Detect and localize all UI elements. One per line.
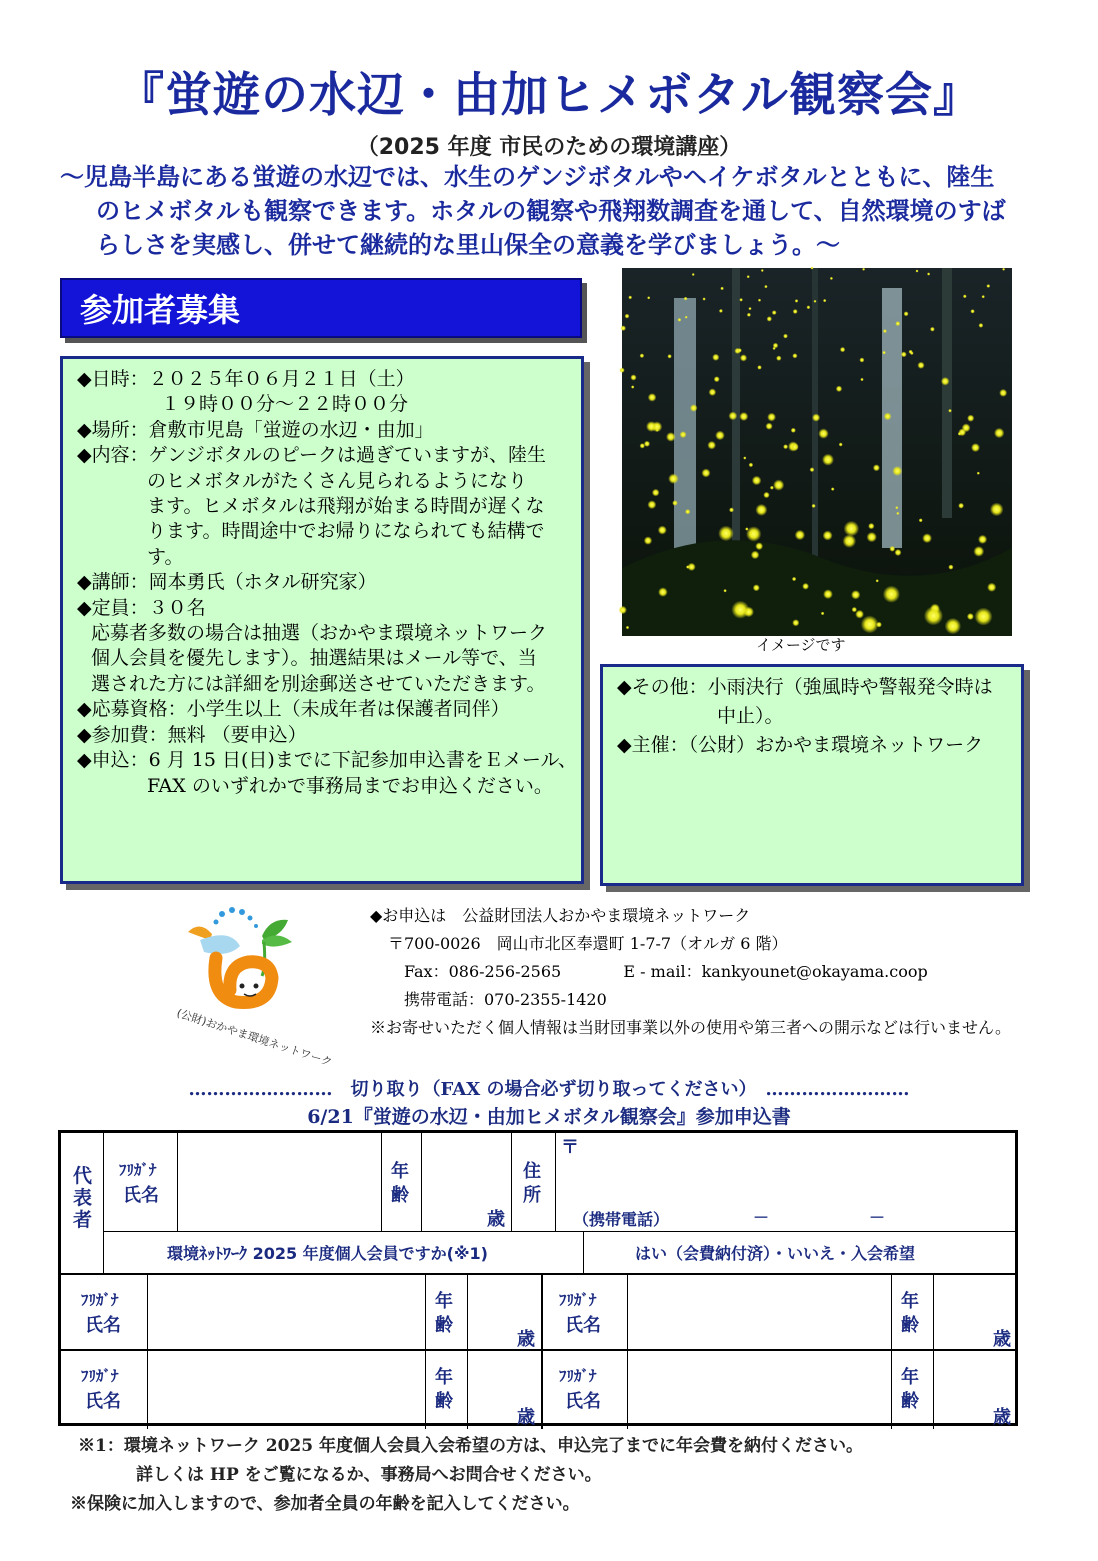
firefly-dot — [739, 298, 743, 302]
furigana-label: ﾌﾘｶﾞﾅ — [119, 1161, 157, 1179]
firefly-dot — [987, 583, 996, 592]
firefly-dot — [646, 421, 657, 432]
firefly-dot — [718, 526, 734, 542]
firefly-dot — [811, 267, 814, 270]
page-subtitle: （2025 年度 市民のための環境講座） — [356, 135, 742, 160]
firefly-dot — [748, 307, 751, 310]
footnotes — [70, 1432, 863, 1519]
firefly-dot — [982, 295, 985, 298]
privacy-note: ※お寄せいただく個人情報は当財団事業以外の使用や第三者への開示などは行いません。 — [370, 1018, 1011, 1037]
firefly-dot — [821, 612, 825, 616]
age-unit: 歳 — [487, 1209, 505, 1230]
age-label-b: 齢 — [391, 1185, 409, 1206]
firefly-dot — [731, 601, 749, 619]
firefly-dot — [810, 467, 815, 472]
participant-name-field[interactable] — [149, 1351, 423, 1427]
firefly-dot — [916, 270, 919, 273]
firefly-dot — [709, 388, 717, 396]
firefly-dot — [751, 551, 760, 560]
firefly-dot — [688, 563, 696, 571]
firefly-dot — [739, 412, 748, 421]
detail-lottery: 個人会員を優先します）。抽選結果はメール等で、当 — [91, 647, 537, 670]
firefly-dot — [703, 297, 706, 300]
firefly-dot — [776, 356, 781, 361]
firefly-dot — [844, 521, 860, 537]
firefly-dot — [917, 362, 924, 369]
firefly-dot — [948, 409, 952, 413]
firefly-dot — [836, 386, 842, 392]
intro-line: らしさを実感し、併せて継続的な里山保全の意義を学びましょう。～ — [96, 231, 840, 259]
intro-line: のヒメボタルも観察できます。ホタルの観察や飛翔数調査を通して、自然環境のすば — [96, 197, 1006, 225]
firefly-dot — [924, 606, 943, 625]
other-misc: ◆その他：小雨決行（強風時や警報発令時は — [617, 676, 993, 698]
firefly-dot — [882, 351, 886, 355]
firefly-dot — [963, 294, 967, 298]
firefly-dot — [831, 487, 835, 491]
firefly-dot — [685, 509, 690, 514]
firefly-dot — [883, 586, 900, 603]
firefly-dot — [626, 626, 629, 629]
firefly-dot — [628, 296, 632, 300]
firefly-dot — [884, 413, 892, 421]
firefly-dot — [668, 474, 678, 484]
contact-info — [370, 902, 1011, 1042]
firefly-dot — [859, 358, 864, 363]
firefly-dot — [648, 500, 657, 509]
firefly-dot — [823, 299, 826, 302]
age-label-a: 年 — [901, 1367, 919, 1388]
detail-fee: ◆参加費：無料 （要申込） — [77, 723, 307, 746]
rep-name-field[interactable] — [179, 1133, 379, 1229]
firefly-dot — [723, 589, 726, 592]
firefly-dot — [895, 549, 902, 556]
other-misc: 中止）。 — [717, 705, 784, 727]
firefly-dot — [740, 354, 747, 361]
firefly-dot — [852, 607, 857, 612]
organization-logo — [170, 906, 334, 1070]
detail-content: ◆内容：ゲンジボタルのピークは過ぎていますが、陸生 — [77, 444, 546, 467]
firefly-dot — [851, 590, 860, 599]
firefly-dot — [895, 506, 898, 509]
age-unit: 歳 — [517, 1329, 535, 1350]
firefly-dot — [644, 536, 652, 544]
firefly-dot — [901, 352, 907, 358]
firefly-dot — [666, 432, 676, 442]
firefly-dot — [792, 353, 797, 358]
firefly-dot — [818, 428, 828, 438]
firefly-dot — [830, 277, 833, 280]
firefly-dot — [922, 533, 932, 543]
intro-text — [60, 160, 1050, 262]
age-label-b: 齢 — [901, 1315, 919, 1336]
detail-content: す。 — [147, 545, 184, 568]
firefly-illustration — [622, 268, 1012, 636]
firefly-dot — [945, 618, 961, 634]
firefly-dot — [876, 622, 882, 628]
firefly-dot — [619, 368, 624, 373]
firefly-dot — [889, 546, 895, 552]
age-label-b: 齢 — [435, 1391, 453, 1412]
firefly-dot — [672, 500, 678, 506]
firefly-dot — [975, 608, 993, 626]
firefly-dot — [909, 350, 913, 354]
firefly-dot — [758, 299, 761, 302]
contact-address: 〒700-0026 岡山市北区奉還町 1-7-7（オルガ 6 階） — [388, 934, 788, 953]
firefly-dot — [977, 472, 980, 475]
postal-mark: 〒 — [561, 1137, 579, 1158]
firefly-dot — [755, 504, 767, 516]
firefly-dot — [764, 285, 767, 288]
footnote-line: ※1：環境ネットワーク 2025 年度個人会員入会希望の方は、申込完了までに年会費を納付ください。 — [78, 1436, 863, 1456]
furigana-label: ﾌﾘｶﾞﾅ — [81, 1291, 119, 1309]
firefly-dot — [971, 443, 980, 452]
firefly-dot — [752, 476, 762, 486]
firefly-dot — [862, 268, 865, 271]
mobile-dash: － — [869, 1208, 886, 1227]
furigana-label: ﾌﾘｶﾞﾅ — [559, 1367, 597, 1385]
page-title: 『蛍遊の水辺・由加ヒメボタル観察会』 — [117, 68, 981, 123]
firefly-dot — [895, 321, 900, 326]
firefly-dot — [640, 353, 645, 358]
event-details-box — [60, 356, 584, 884]
contact-mobile: 携帯電話：070-2355-1420 — [404, 990, 607, 1009]
firefly-dot — [783, 334, 788, 339]
firefly-dot — [749, 463, 754, 468]
firefly-dot — [680, 431, 687, 438]
firefly-dot — [930, 327, 935, 332]
firefly-dot — [767, 413, 776, 422]
detail-time: １９時００分～２２時００分 — [161, 393, 409, 416]
firefly-dot — [767, 316, 772, 321]
firefly-dot — [896, 512, 899, 515]
contact-email[interactable]: E - mail：kankyounet@okayama.coop — [623, 962, 928, 981]
contact-fax-email — [370, 958, 1011, 986]
firefly-dot — [927, 272, 930, 275]
firefly-dot — [883, 329, 887, 333]
detail-lecturer: ◆講師：岡本勇氏（ホタル研究家） — [77, 571, 377, 594]
firefly-dot — [861, 616, 879, 634]
firefly-dot — [772, 310, 777, 315]
firefly-dot — [684, 297, 688, 301]
firefly-dot — [823, 589, 833, 599]
firefly-dot — [892, 466, 902, 476]
firefly-dot — [791, 443, 799, 451]
footnote-line: ※保険に加入しますので、参加者全員の年齢を記入してください。 — [70, 1494, 580, 1514]
firefly-dot — [873, 464, 880, 471]
firefly-photo — [622, 268, 1012, 636]
firefly-dot — [619, 606, 627, 614]
firefly-dot — [648, 393, 657, 402]
form-title: 6/21『蛍遊の水辺・由加ヒメボタル観察会』参加申込書 — [307, 1106, 791, 1128]
firefly-dot — [792, 619, 799, 626]
firefly-dot — [720, 287, 724, 291]
firefly-dot — [745, 527, 748, 530]
firefly-dot — [978, 535, 987, 544]
firefly-dot — [1002, 268, 1005, 271]
firefly-dot — [755, 542, 763, 550]
firefly-dot — [876, 579, 879, 582]
age-label-a: 年 — [391, 1161, 409, 1182]
firefly-dot — [795, 530, 805, 540]
detail-lottery: 応募者多数の場合は抽選（おかやま環境ネットワーク — [91, 622, 548, 645]
mobile-label: （携帯電話） — [573, 1210, 670, 1229]
firefly-dot — [729, 412, 738, 421]
detail-content: のヒメボタルがたくさん見られるようになり — [147, 469, 528, 492]
firefly-dot — [967, 415, 974, 422]
firefly-dot — [685, 316, 688, 319]
firefly-dot — [792, 577, 796, 581]
name-label: 氏名 — [85, 1391, 121, 1412]
mobile-dash: － — [753, 1208, 770, 1227]
firefly-dot — [791, 428, 796, 433]
firefly-dot — [715, 431, 725, 441]
firefly-dot — [712, 354, 719, 361]
firefly-dot — [860, 378, 863, 381]
firefly-dot — [743, 456, 746, 459]
firefly-dot — [802, 583, 809, 590]
firefly-dot — [719, 309, 723, 313]
firefly-dot — [970, 309, 974, 313]
firefly-dot — [747, 275, 750, 278]
firefly-dot — [962, 423, 971, 432]
firefly-dot — [714, 376, 720, 382]
intro-line: ～児島半島にある蛍遊の水辺では、水生のゲンジボタルやヘイケボタルとともに、陸生 — [60, 163, 995, 191]
firefly-dot — [840, 347, 845, 352]
firefly-dot — [766, 423, 773, 430]
footnote-line: 詳しくは HP をご覧になるか、事務局へお問合せください。 — [136, 1465, 602, 1485]
firefly-dot — [812, 504, 816, 508]
firefly-dot — [658, 587, 668, 597]
address-label-b: 所 — [523, 1185, 541, 1206]
furigana-label: ﾌﾘｶﾞﾅ — [559, 1291, 597, 1309]
age-label-a: 年 — [435, 1291, 453, 1312]
firefly-dot — [630, 374, 636, 380]
age-label-b: 齢 — [901, 1391, 919, 1412]
furigana-label: ﾌﾘｶﾞﾅ — [81, 1367, 119, 1385]
firefly-dot — [652, 489, 660, 497]
firefly-dot — [948, 565, 953, 570]
firefly-dot — [822, 454, 834, 466]
age-unit: 歳 — [993, 1329, 1011, 1350]
recruitment-banner: 参加者募集 — [60, 278, 582, 338]
application-form — [58, 1130, 1018, 1426]
representative-label: 代表者 — [73, 1165, 93, 1231]
firefly-dot — [967, 613, 974, 620]
detail-lottery: 選された方には詳細を別途郵送させていただきます。 — [91, 672, 546, 695]
firefly-dot — [986, 284, 990, 288]
firefly-dot — [990, 503, 1004, 517]
firefly-dot — [707, 441, 716, 450]
age-label-a: 年 — [435, 1367, 453, 1388]
detail-content: ります。時間途中でお帰りになられても結構で — [147, 520, 545, 543]
firefly-dot — [868, 523, 874, 529]
name-label: 氏名 — [85, 1315, 121, 1336]
firefly-dot — [867, 532, 877, 542]
firefly-dot — [979, 323, 984, 328]
firefly-dot — [812, 414, 820, 422]
firefly-dot — [807, 305, 811, 309]
participant-name-field[interactable] — [629, 1275, 889, 1347]
firefly-dot — [814, 300, 817, 303]
detail-eligibility: ◆応募資格：小学生以上（未成年者は保護者同伴） — [77, 698, 510, 721]
firefly-dot — [941, 377, 950, 386]
contact-organization: ◆お申込は 公益財団法人おかやま環境ネットワーク — [370, 906, 751, 925]
firefly-dot — [839, 443, 843, 447]
firefly-dot — [761, 269, 764, 272]
participant-name-field[interactable] — [149, 1275, 423, 1347]
firefly-dot — [823, 531, 833, 541]
firefly-dot — [658, 526, 667, 535]
age-unit: 歳 — [993, 1407, 1011, 1428]
firefly-dot — [795, 299, 799, 303]
firefly-dot — [753, 584, 760, 591]
firefly-dot — [783, 444, 788, 449]
contact-fax: Fax：086-256-2565 — [404, 962, 562, 981]
firefly-dot — [763, 492, 769, 498]
firefly-dot — [702, 469, 711, 478]
firefly-dot — [919, 518, 923, 522]
detail-capacity: ◆定員：３０名 — [77, 596, 206, 619]
age-label-b: 齢 — [435, 1315, 453, 1336]
firefly-dot — [793, 309, 798, 314]
other-host: ◆主催：（公財）おかやま環境ネットワーク — [617, 734, 984, 756]
firefly-dot — [999, 389, 1007, 397]
participant-name-field[interactable] — [629, 1351, 889, 1427]
name-label: 氏名 — [565, 1315, 601, 1336]
address-label-a: 住 — [523, 1161, 541, 1182]
firefly-dot — [692, 273, 695, 276]
photo-caption: イメージです — [756, 636, 846, 654]
age-label-a: 年 — [901, 1291, 919, 1312]
firefly-dot — [958, 432, 962, 436]
detail-apply: ◆申込：6 月 15 日(日)までに下記参加申込書をＥメール、 — [77, 749, 577, 772]
firefly-dot — [994, 428, 1004, 438]
firefly-dot — [690, 404, 698, 412]
firefly-dot — [747, 313, 751, 317]
age-unit: 歳 — [517, 1407, 535, 1428]
firefly-dot — [667, 354, 671, 358]
firefly-dot — [620, 325, 626, 331]
firefly-dot — [737, 348, 742, 353]
firefly-dot — [843, 534, 857, 548]
firefly-dot — [770, 486, 774, 490]
name-label: 氏名 — [123, 1185, 159, 1206]
detail-apply: FAX のいずれかで事務局までお申込ください。 — [147, 774, 553, 797]
firefly-dot — [773, 347, 776, 350]
logo-text: (公財)おかやま環境ネットワーク — [175, 1006, 334, 1070]
firefly-dot — [773, 480, 784, 491]
firefly-dot — [631, 385, 634, 388]
name-label: 氏名 — [565, 1391, 601, 1412]
member-options[interactable]: はい（会費納付済）・いいえ・入会希望 — [635, 1244, 916, 1263]
firefly-dot — [973, 546, 984, 557]
member-question: 環境ﾈｯﾄﾜｰｸ 2025 年度個人会員ですか(※1) — [167, 1244, 488, 1263]
firefly-dot — [625, 314, 630, 319]
cut-line: …………………… 切り取り（FAX の場合必ず切り取ってください） …………………… — [188, 1079, 910, 1100]
firefly-dot — [647, 296, 650, 299]
firefly-dot — [958, 503, 964, 509]
detail-date: ◆日時：２０２５年０６月２１日（土） — [77, 368, 415, 390]
other-info-box — [600, 664, 1024, 886]
detail-content: ます。ヒメボタルは飛翔が始まる時間が遅くな — [147, 495, 545, 518]
detail-place: ◆場所：倉敷市児島「蛍遊の水辺・由加」 — [77, 418, 434, 441]
logo-graphic — [170, 906, 334, 1070]
firefly-dot — [757, 365, 762, 370]
firefly-dot — [678, 318, 682, 322]
firefly-dot — [644, 441, 650, 447]
firefly-dot — [904, 311, 909, 316]
firefly-dot — [729, 507, 734, 512]
